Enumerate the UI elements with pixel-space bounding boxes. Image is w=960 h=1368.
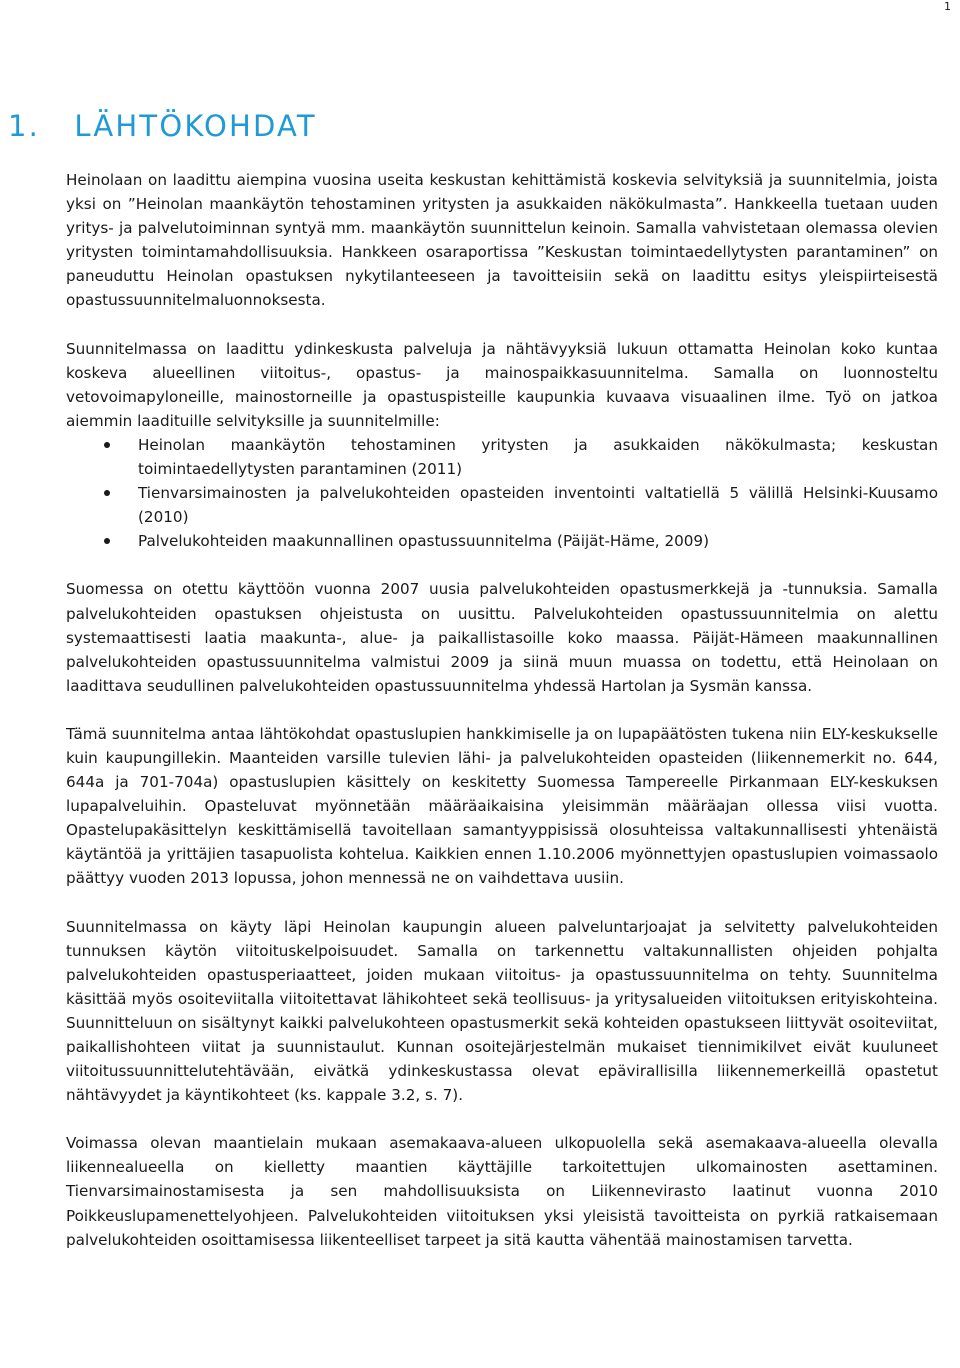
paragraph-background: Heinolaan on laadittu aiempina vuosina useita keskustan kehittämistä koskevia selvityksiä ja suunnitelmia, joista yksi on ”Heinolan maankäytön tehostaminen yritysten ja asukkaiden näkökulmasta”. Hankkeella tuetaan uuden yritys- ja palvelutoiminnan syntyä mm. maankäytön suunnittelun keinoin. Samalla vahvistetaan olemassa olevien yritysten toimintamahdollisuuksia. Hankkeen osaraportissa ”Keskustan toimintaedellytysten parantaminen” on paneuduttu Heinolan opastuksen nykytilanteeseen ja tavoitteisiin sekä on laadittu esitys yleispiirteisestä opastussuunnitelmaluonnoksesta. xyxy=(66,171,938,310)
paragraph-new-signs: Suomessa on otettu käyttöön vuonna 2007 uusia palvelukohteiden opastusmerkkejä ja -tunnuksia. Samalla palvelukohteiden opastuksen ohjeistusta on uusittu. Palvelukohteiden opastussuunnitelmia on alettu systemaattisesti laatia maakunta-, alue- ja paikallistasoille koko maassa. Päijät-Hämeen maakunnallinen palvelukohteiden opastussuunnitelma valmistui 2009 ja siinä muun muassa on todettu, että Heinolaan on laadittava seudullinen palvelukohteiden opastussuunnitelma yhdessä Hartolan ja Sysmän kanssa. xyxy=(66,580,938,695)
body-text xyxy=(66,168,938,1252)
paragraph-plan-scope: Suunnitelmassa on laadittu ydinkeskusta palveluja ja nähtävyyksiä lukuun ottamatta Heinolan koko kuntaa koskeva alueellinen viitoitus-, opastus- ja mainospaikkasuunnitelma. Samalla on luonnosteltu vetovoimapyloneille, mainostorneille ja opastuspisteille kaupunkia kuvaava visuaalinen ilme. Työ on jatkoa aiemmin laadituille selvityksille ja suunnitelmille: xyxy=(66,339,938,430)
section-heading xyxy=(8,108,317,144)
bullet-icon xyxy=(104,538,110,544)
list-item-text: Palvelukohteiden maakunnallinen opastussuunnitelma (Päijät-Häme, 2009) xyxy=(138,532,710,551)
bullet-icon xyxy=(104,442,110,448)
section-number: 1. xyxy=(8,109,41,143)
list-item xyxy=(66,433,938,481)
list-item-text: Heinolan maankäytön tehostaminen yritysten ja asukkaiden näkökulmasta; keskustan toimintaedellytysten parantaminen (2011) xyxy=(138,435,938,479)
page-number: 1 xyxy=(944,0,951,13)
list-item xyxy=(66,481,938,529)
paragraph-service-providers: Suunnitelmassa on käyty läpi Heinolan kaupungin alueen palveluntarjoajat ja selvitetty palvelukohteiden tunnuksen käytön viitoituskelpoisuudet. Samalla on tarkennettu valtakunnallisten ohjeiden pohjalta palvelukohteiden opastusperiaatteet, joiden mukaan viitoitus- ja opastussuunnitelma on tehty. Suunnitelma käsittää myös osoiteviitalla viitoitettavat lähikohteet sekä teollisuus- ja yritysalueiden viitoituksen erityiskohteina. Suunnitteluun on sisältynyt kaikki palvelukohteen opastusmerkit sekä kohteiden opastukseen liittyvät osoiteviitat, paikallishohteen viitat ja suunnistaulut. Kunnan osoitejärjestelmän mukaiset tiennimikilvet eivät kuuluneet viitoitussuunnittelutehtävään, eivätkä ydinkeskustassa olevat epävirallisilla liikennemerkeillä opastetut nähtävyydet ja käyntikohteet (ks. kappale 3.2, s. 7). xyxy=(66,917,938,1105)
list-item xyxy=(66,529,938,553)
list-item-text: Tienvarsimainosten ja palvelukohteiden opasteiden inventointi valtatiellä 5 välillä Helsinki-Kuusamo (2010) xyxy=(138,484,938,527)
section-title: LÄHTÖKOHDAT xyxy=(74,109,317,143)
previous-studies-list xyxy=(66,433,938,553)
paragraph-advertising-law: Voimassa olevan maantielain mukaan asemakaava-alueen ulkopuolella sekä asemakaava-alueella olevalla liikennealueella on kielletty maantien käyttäjille tarkoitettujen ulkomainosten asettaminen. Tienvarsimainostamisesta ja sen mahdollisuuksista on Liikennevirasto laatinut vuonna 2010 Poikkeuslupamenettelyohjeen. Palvelukohteiden viitoituksen yksi yleisistä tavoitteista on pyrkiä ratkaisemaan palvelukohteiden osoittamisessa liikenteelliset tarpeet ja sitä kautta vähentää mainostamisen tarvetta. xyxy=(66,1134,938,1249)
paragraph-permits: Tämä suunnitelma antaa lähtökohdat opastuslupien hankkimiselle ja on lupapäätösten tukena niin ELY-keskukselle kuin kaupungillekin. Maanteiden varsille tulevien lähi- ja palvelukohteiden opasteiden (liikennemerkit no. 644, 644a ja 701-704a) opastuslupien käsittely on keskitetty Suomessa Tampereelle Pirkanmaan ELY-keskuksen lupapalveluihin. Opasteluvat myönnetään määräaikaisina yleisimmän määräajan ollessa viisi vuotta. Opastelupakäsittelyn keskittämisellä tavoitellaan samantyyppisissä olosuhteissa valtakunnallisesti yhtenäistä käytäntöä ja yrittäjien tasapuolista kohtelua. Kaikkien ennen 1.10.2006 myönnettyjen opastuslupien voimassaolo päättyy vuoden 2013 lopussa, johon mennessä ne on vaihdettava uusiin. xyxy=(66,724,938,888)
bullet-icon xyxy=(104,490,110,496)
